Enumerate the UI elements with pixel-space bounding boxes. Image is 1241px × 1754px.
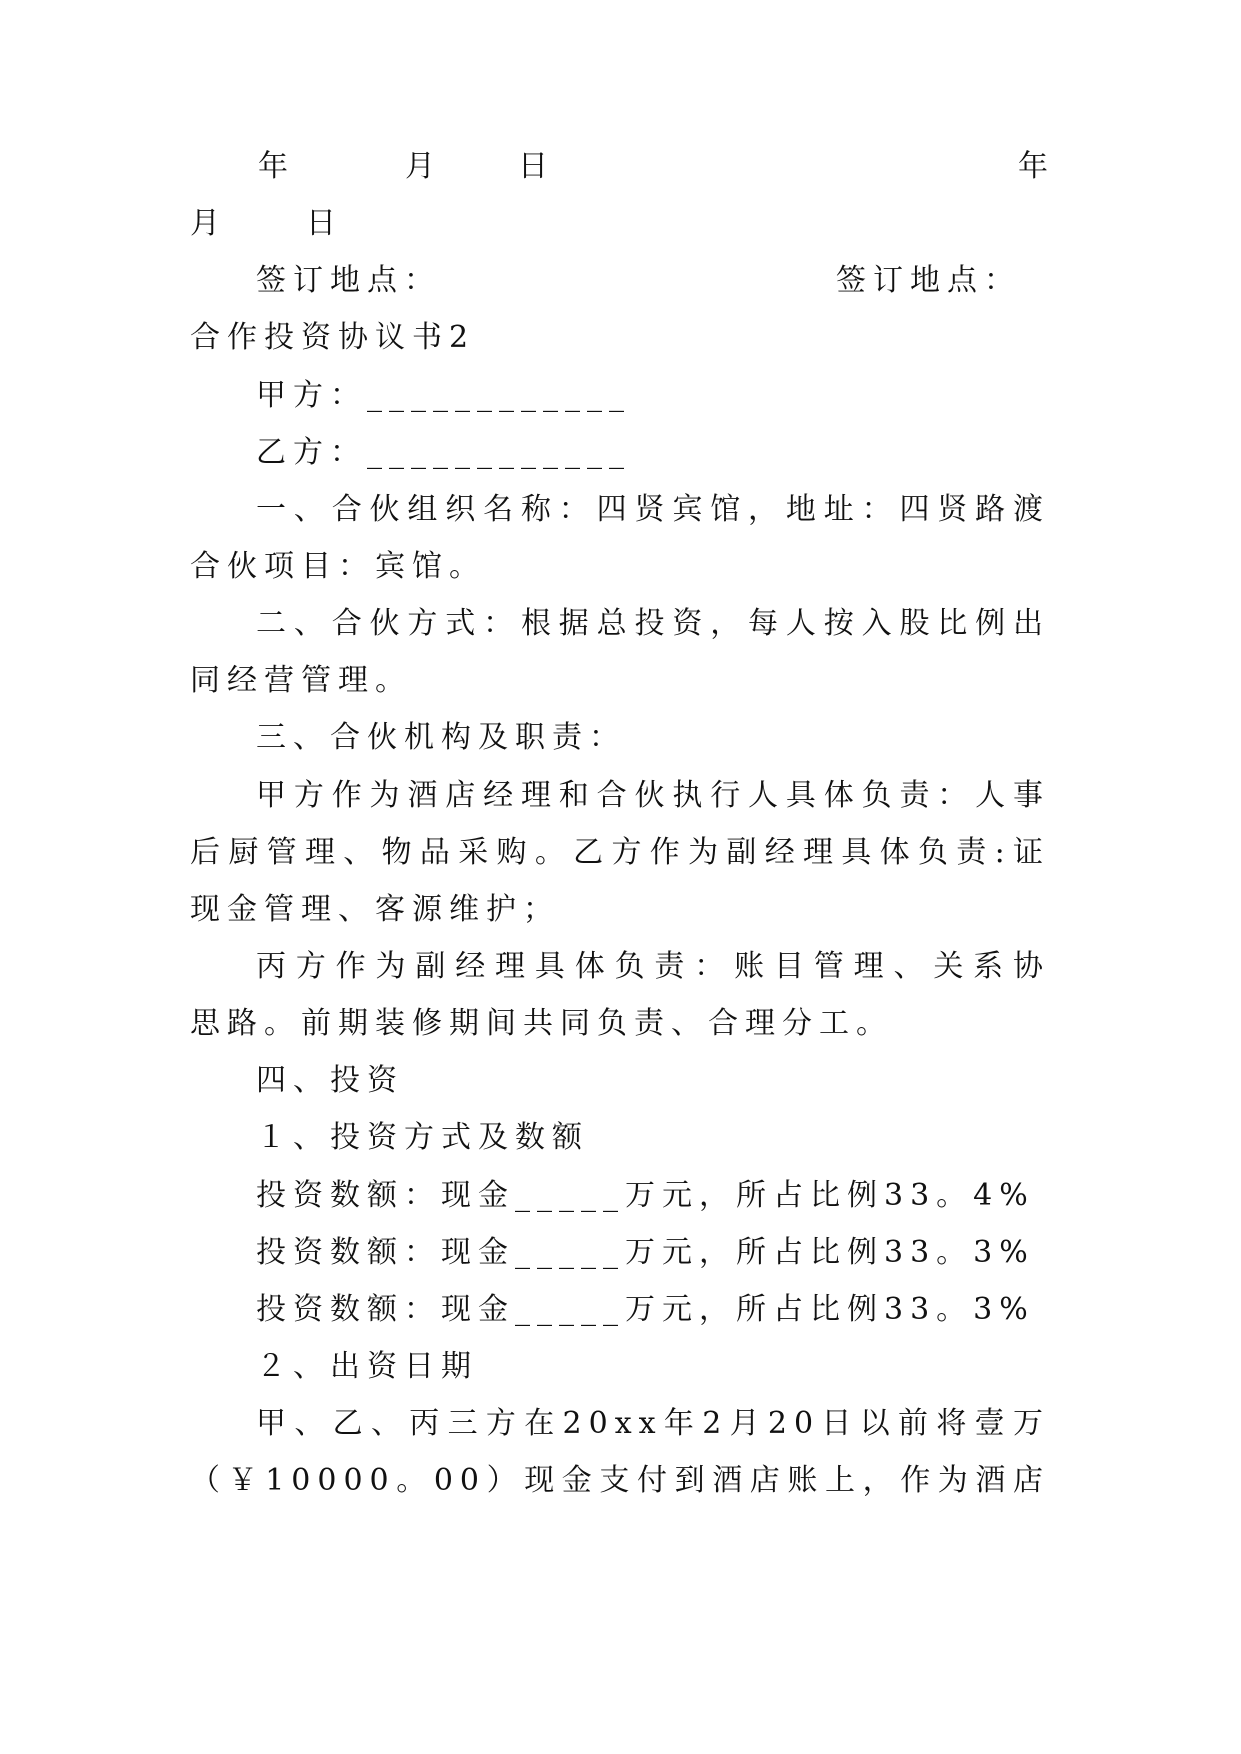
date-day-left: 日 <box>518 149 555 184</box>
section3-title: 三、合伙机构及职责： <box>256 720 626 755</box>
date-month-left: 月 <box>405 149 442 184</box>
duty-c-line1: 丙方作为副经理具体负责：账目管理、关系协 <box>256 949 1050 984</box>
investment-line-2: 投资数额：现金_____万元，所占比例33。3% <box>256 1235 1035 1270</box>
section1-line1: 一、合伙组织名称：四贤宾馆，地址：四贤路渡 <box>256 492 1050 527</box>
party-a: 甲方：____________ <box>256 378 631 413</box>
duty-a-line2: 后厨管理、物品采购。乙方作为副经理具体负责:证 <box>190 835 1050 870</box>
party-b: 乙方：____________ <box>256 435 631 470</box>
section4-title: 四、投资 <box>256 1063 404 1098</box>
investment-line-1: 投资数额：现金_____万元，所占比例33。4% <box>256 1178 1035 1213</box>
sub2-title: ２、出资日期 <box>256 1349 478 1384</box>
date-month-right: 月 <box>190 206 227 241</box>
date-day-right: 日 <box>306 206 343 241</box>
sign-place-right: 签订地点： <box>836 263 1021 298</box>
date-year-left: 年 <box>258 149 295 184</box>
payment-line2: （￥10000。00）现金支付到酒店账上，作为酒店 <box>190 1463 1050 1498</box>
doc-title: 合作投资协议书2 <box>190 320 476 355</box>
sub1-title: １、投资方式及数额 <box>256 1120 589 1155</box>
duty-c-line2: 思路。前期装修期间共同负责、合理分工。 <box>190 1006 893 1041</box>
date-year-right: 年 <box>1018 149 1055 184</box>
sign-place-left: 签订地点： <box>256 263 441 298</box>
payment-line1: 甲、乙、丙三方在20xx年2月20日以前将壹万 <box>256 1406 1050 1441</box>
section2-line2: 同经营管理。 <box>190 663 412 698</box>
investment-line-3: 投资数额：现金_____万元，所占比例33。3% <box>256 1292 1035 1327</box>
section1-line2: 合伙项目：宾馆。 <box>190 549 486 584</box>
section2-line1: 二、合伙方式：根据总投资，每人按入股比例出 <box>256 606 1050 641</box>
duty-a-line3: 现金管理、客源维护； <box>190 892 560 927</box>
duty-a-line1: 甲方作为酒店经理和合伙执行人具体负责：人事 <box>256 778 1050 813</box>
